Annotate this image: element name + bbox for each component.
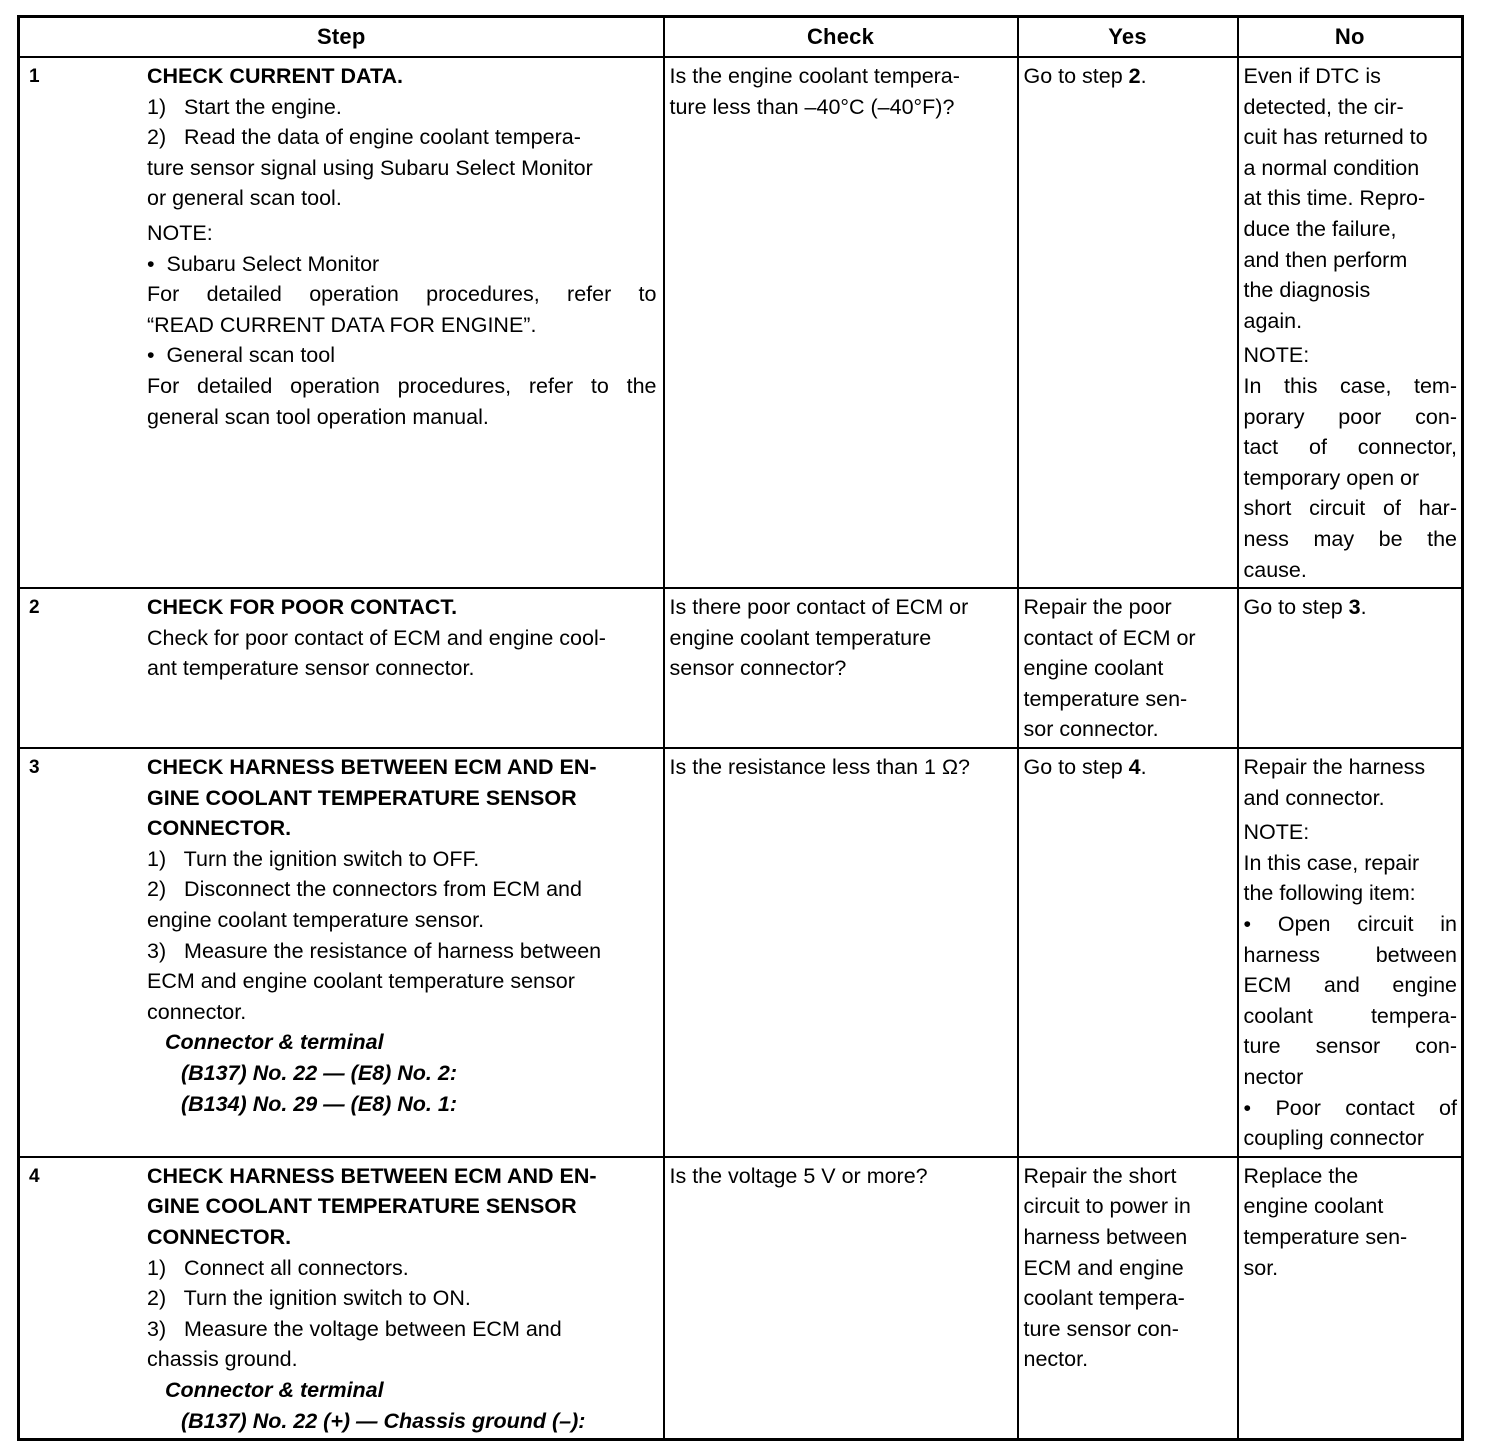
no-line: engine coolant [1243, 1194, 1384, 1219]
no-note-line: temporary open or [1243, 465, 1420, 490]
step-cell [19, 588, 664, 748]
yes-line: ECM and engine [1023, 1255, 1184, 1280]
no-step-ref: 3 [1348, 595, 1361, 620]
no-line: temperature sen- [1243, 1224, 1408, 1249]
no-line: and then perform [1243, 247, 1408, 272]
no-note-line: • Poor contact of [1243, 1095, 1457, 1120]
no-note-line: nector [1243, 1065, 1304, 1089]
no-suffix: . [1360, 595, 1367, 620]
step-title: CONNECTOR. [147, 1224, 292, 1249]
step-item: 2) Disconnect the connectors from ECM and [147, 877, 582, 902]
no-note-line: ness may be the [1243, 526, 1457, 551]
yes-line: harness between [1023, 1224, 1188, 1249]
no-line: Even if DTC is [1243, 64, 1381, 88]
step-item: 1) Turn the ignition switch to OFF. [147, 846, 480, 871]
table-row [19, 748, 1463, 1157]
check-line: sensor connector? [669, 656, 847, 681]
check-line: engine coolant temperature [669, 625, 932, 650]
step-title: CHECK CURRENT DATA. [147, 64, 403, 88]
step-item: 3) Measure the voltage between ECM and [147, 1316, 562, 1341]
yes-text: Go to step [1023, 64, 1129, 88]
no-line: detected, the cir- [1243, 94, 1404, 119]
no-line: at this time. Repro- [1243, 186, 1426, 211]
yes-step-ref: 2 [1128, 64, 1141, 88]
check-cell [664, 57, 1018, 588]
yes-suffix: . [1140, 64, 1147, 88]
yes-step-ref: 4 [1128, 755, 1141, 780]
check-cell [664, 748, 1018, 1157]
no-note-line: ECM and engine [1243, 973, 1457, 998]
step-item: engine coolant temperature sensor. [147, 908, 485, 933]
check-line: Is the engine coolant tempera- [669, 64, 960, 88]
note-line: For detailed operation procedures, refer to the [147, 373, 657, 398]
yes-line: nector. [1023, 1347, 1089, 1372]
check-line: Is the voltage 5 V or more? [669, 1163, 928, 1188]
no-line: the diagnosis [1243, 278, 1371, 303]
yes-suffix: . [1140, 755, 1147, 780]
no-line: cuit has returned to [1243, 125, 1428, 150]
step-title: CONNECTOR. [147, 816, 292, 841]
yes-line: contact of ECM or [1023, 625, 1196, 650]
no-note-line: ture sensor con- [1243, 1034, 1457, 1059]
step-item: or general scan tool. [147, 186, 342, 211]
no-cell [1238, 748, 1463, 1157]
step-title: GINE COOLANT TEMPERATURE SENSOR [147, 1194, 577, 1219]
table-row [19, 57, 1463, 588]
step-item: chassis ground. [147, 1347, 298, 1372]
step-number: 3 [29, 757, 40, 779]
no-line: and connector. [1243, 785, 1385, 810]
step-item: 2) Turn the ignition switch to ON. [147, 1286, 471, 1311]
step-line: Check for poor contact of ECM and engine cool- [147, 625, 606, 650]
no-note-line: • Open circuit in [1243, 912, 1457, 937]
check-line: Is there poor contact of ECM or [669, 595, 969, 620]
table-header-row [19, 17, 1463, 58]
no-note-line: harness between [1243, 942, 1457, 967]
step-item: 3) Measure the resistance of harness between [147, 938, 602, 963]
step-number: 4 [29, 1165, 40, 1187]
check-cell [664, 1157, 1018, 1440]
no-note-line: cause. [1243, 557, 1307, 582]
header-no: No [1238, 17, 1463, 58]
connector-line: (B137) No. 22 — (E8) No. 2: [181, 1061, 457, 1085]
yes-line: engine coolant [1023, 656, 1164, 681]
header-check: Check [664, 17, 1018, 58]
yes-cell [1018, 1157, 1238, 1440]
no-note-line: short circuit of har- [1243, 496, 1457, 521]
step-item: 1) Connect all connectors. [147, 1255, 409, 1280]
note-label: NOTE: [147, 220, 213, 245]
note-line: • Subaru Select Monitor [147, 251, 380, 276]
yes-line: coolant tempera- [1023, 1286, 1185, 1311]
connector-line: (B137) No. 22 (+) — Chassis ground (–): [181, 1408, 586, 1433]
step-item: ture sensor signal using Subaru Select Monitor [147, 155, 593, 180]
step-line: ant temperature sensor connector. [147, 656, 475, 681]
step-title: GINE COOLANT TEMPERATURE SENSOR [147, 785, 577, 810]
no-cell [1238, 1157, 1463, 1440]
yes-line: ture sensor con- [1023, 1316, 1179, 1341]
yes-line: Repair the short [1023, 1163, 1177, 1188]
no-note-line: In this case, tem- [1243, 373, 1457, 398]
note-line: For detailed operation procedures, refer to [147, 282, 657, 307]
no-line: sor. [1243, 1255, 1279, 1280]
step-item: connector. [147, 999, 247, 1024]
yes-line: sor connector. [1023, 717, 1159, 742]
connector-label: Connector & terminal [165, 1377, 384, 1402]
yes-line: temperature sen- [1023, 686, 1188, 711]
check-line: ture less than –40°C (–40°F)? [669, 94, 955, 119]
check-cell [664, 588, 1018, 748]
no-note-line: coolant tempera- [1243, 1003, 1457, 1028]
yes-line: circuit to power in [1023, 1194, 1191, 1219]
header-step: Step [19, 17, 664, 58]
table-row [19, 588, 1463, 748]
no-note-line: the following item: [1243, 881, 1416, 906]
no-note-line: porary poor con- [1243, 404, 1457, 429]
no-note-label: NOTE: [1243, 343, 1310, 368]
no-line: duce the failure, [1243, 216, 1397, 241]
no-line: again. [1243, 308, 1303, 333]
diagnostic-table [17, 15, 1464, 1441]
no-line: Repair the harness [1243, 755, 1426, 780]
connector-line: (B134) No. 29 — (E8) No. 1: [181, 1091, 457, 1116]
step-item: ECM and engine coolant temperature sensor [147, 969, 575, 994]
diagnostic-procedure-sheet [17, 15, 1461, 1441]
check-line: Is the resistance less than 1 Ω? [669, 755, 971, 780]
yes-text: Go to step [1023, 755, 1129, 780]
no-text: Go to step [1243, 595, 1349, 620]
step-item: 2) Read the data of engine coolant tempera- [147, 125, 581, 150]
step-title: CHECK HARNESS BETWEEN ECM AND EN- [147, 755, 597, 780]
yes-cell [1018, 748, 1238, 1157]
no-cell [1238, 588, 1463, 748]
step-title: CHECK HARNESS BETWEEN ECM AND EN- [147, 1163, 597, 1188]
note-line: “READ CURRENT DATA FOR ENGINE”. [147, 312, 537, 337]
connector-label: Connector & terminal [165, 1030, 384, 1055]
no-note-label: NOTE: [1243, 820, 1310, 845]
yes-cell [1018, 588, 1238, 748]
step-title: CHECK FOR POOR CONTACT. [147, 595, 458, 620]
yes-cell [1018, 57, 1238, 588]
note-line: • General scan tool [147, 343, 335, 368]
step-number: 2 [29, 597, 40, 619]
no-note-line: coupling connector [1243, 1126, 1424, 1151]
table-row [19, 1157, 1463, 1440]
no-cell [1238, 57, 1463, 588]
no-line: Replace the [1243, 1163, 1359, 1188]
no-line: a normal condition [1243, 155, 1420, 180]
step-number: 1 [29, 66, 40, 87]
note-line: general scan tool operation manual. [147, 404, 489, 429]
step-cell [19, 1157, 664, 1440]
step-cell [19, 57, 664, 588]
no-note-line: In this case, repair [1243, 850, 1420, 875]
step-item: 1) Start the engine. [147, 94, 342, 119]
yes-line: Repair the poor [1023, 595, 1172, 620]
header-yes: Yes [1018, 17, 1238, 58]
no-note-line: tact of connector, [1243, 435, 1457, 460]
step-cell [19, 748, 664, 1157]
